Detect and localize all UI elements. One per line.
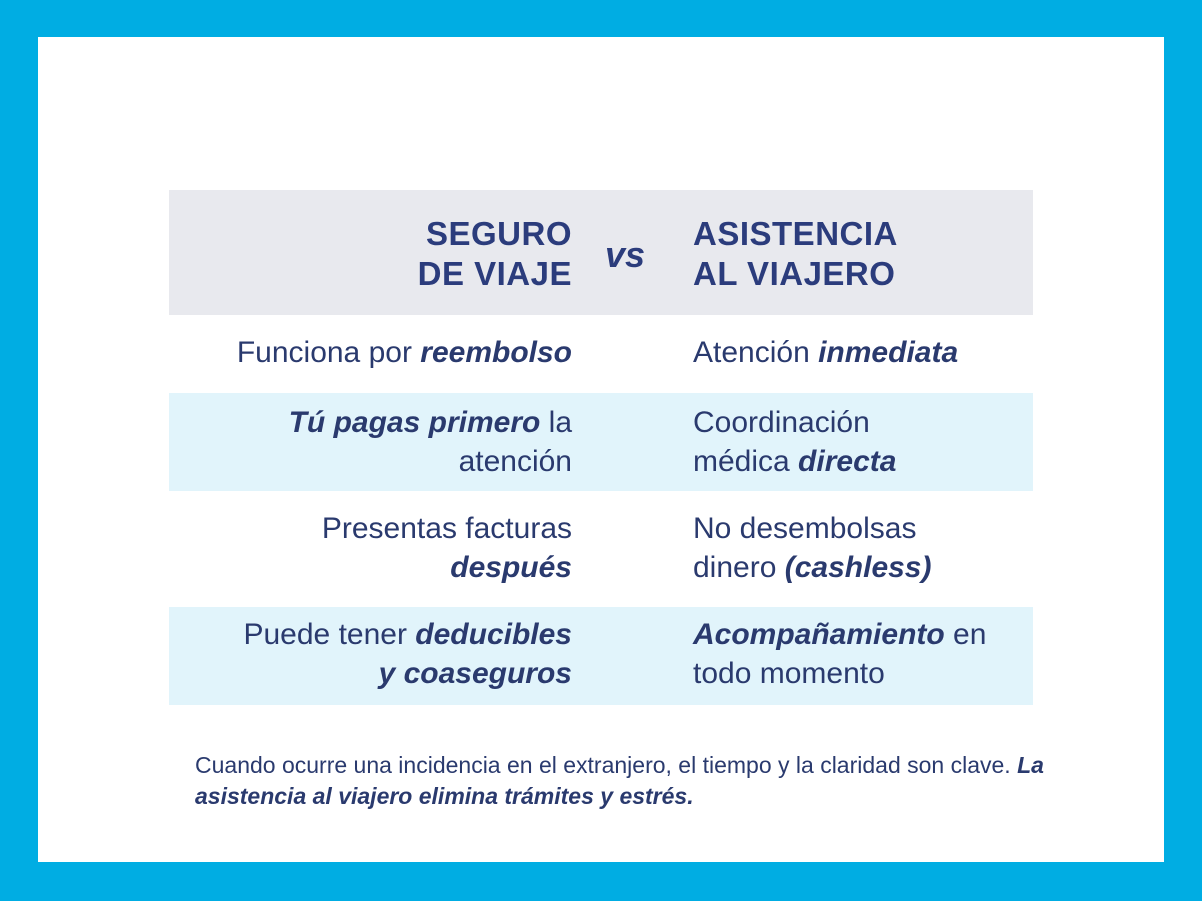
- row3-left-emphasis: después: [450, 551, 572, 584]
- row2-right-text-line2: médica: [693, 445, 799, 478]
- table-row: [169, 607, 1033, 705]
- row2-right-text: Coordinación: [693, 406, 870, 439]
- row1-right-text: Atención: [693, 336, 819, 369]
- row1-right-cell: [693, 333, 1033, 372]
- header-seguro-de-viaje: [169, 214, 572, 294]
- header-right-line1: ASISTENCIA: [693, 215, 898, 252]
- comparison-table: [169, 190, 1033, 705]
- row1-right-emphasis: inmediata: [818, 336, 959, 369]
- row1-left-cell: [169, 333, 572, 372]
- footer-emphasis: La asistencia al viajero elimina trámites y estrés.: [195, 752, 1044, 809]
- vs-label: vs: [605, 234, 646, 275]
- table-row: [169, 315, 1033, 393]
- header-asistencia-al-viajero: [693, 214, 1033, 294]
- header-left-line1: SEGURO: [425, 215, 572, 252]
- row2-left-emphasis: Tú pagas primero: [288, 406, 541, 439]
- row3-left-cell: [169, 509, 572, 587]
- header-right-line2: AL VIAJERO: [693, 255, 896, 292]
- footer-note: [195, 750, 1055, 812]
- row1-left-emphasis: reembolso: [420, 336, 572, 369]
- row3-left-text: Presentas facturas: [321, 512, 572, 545]
- table-row: [169, 393, 1033, 491]
- row2-left-text-line2: atención: [458, 445, 572, 478]
- row2-right-emphasis: directa: [798, 445, 897, 478]
- row4-right-text: en: [944, 618, 987, 651]
- table-row: [169, 491, 1033, 607]
- row1-left-text: Funciona por: [236, 336, 421, 369]
- row3-right-cell: [693, 509, 1033, 587]
- row4-right-cell: [693, 615, 1033, 693]
- row4-left-text: Puede tener: [243, 618, 416, 651]
- comparison-card: [38, 37, 1164, 862]
- row2-right-cell: [693, 403, 1033, 481]
- footer-text: Cuando ocurre una incidencia en el extranjero, el tiempo y la claridad son clave.: [195, 752, 1018, 778]
- row3-right-text: No desembolsas: [693, 512, 917, 545]
- header-left-line2: DE VIAJE: [417, 255, 572, 292]
- row4-left-emphasis: deducibles: [415, 618, 572, 651]
- row4-right-text-line2: todo momento: [693, 657, 885, 690]
- row3-right-text-line2: dinero: [693, 551, 785, 584]
- table-header: [169, 190, 1033, 315]
- row4-left-emphasis-line2: y coaseguros: [378, 657, 572, 690]
- row4-left-cell: [169, 615, 572, 693]
- row2-left-cell: [169, 403, 572, 481]
- row4-right-emphasis: Acompañamiento: [693, 618, 945, 651]
- row2-left-text: la: [540, 406, 572, 439]
- row3-right-emphasis: (cashless): [784, 551, 932, 584]
